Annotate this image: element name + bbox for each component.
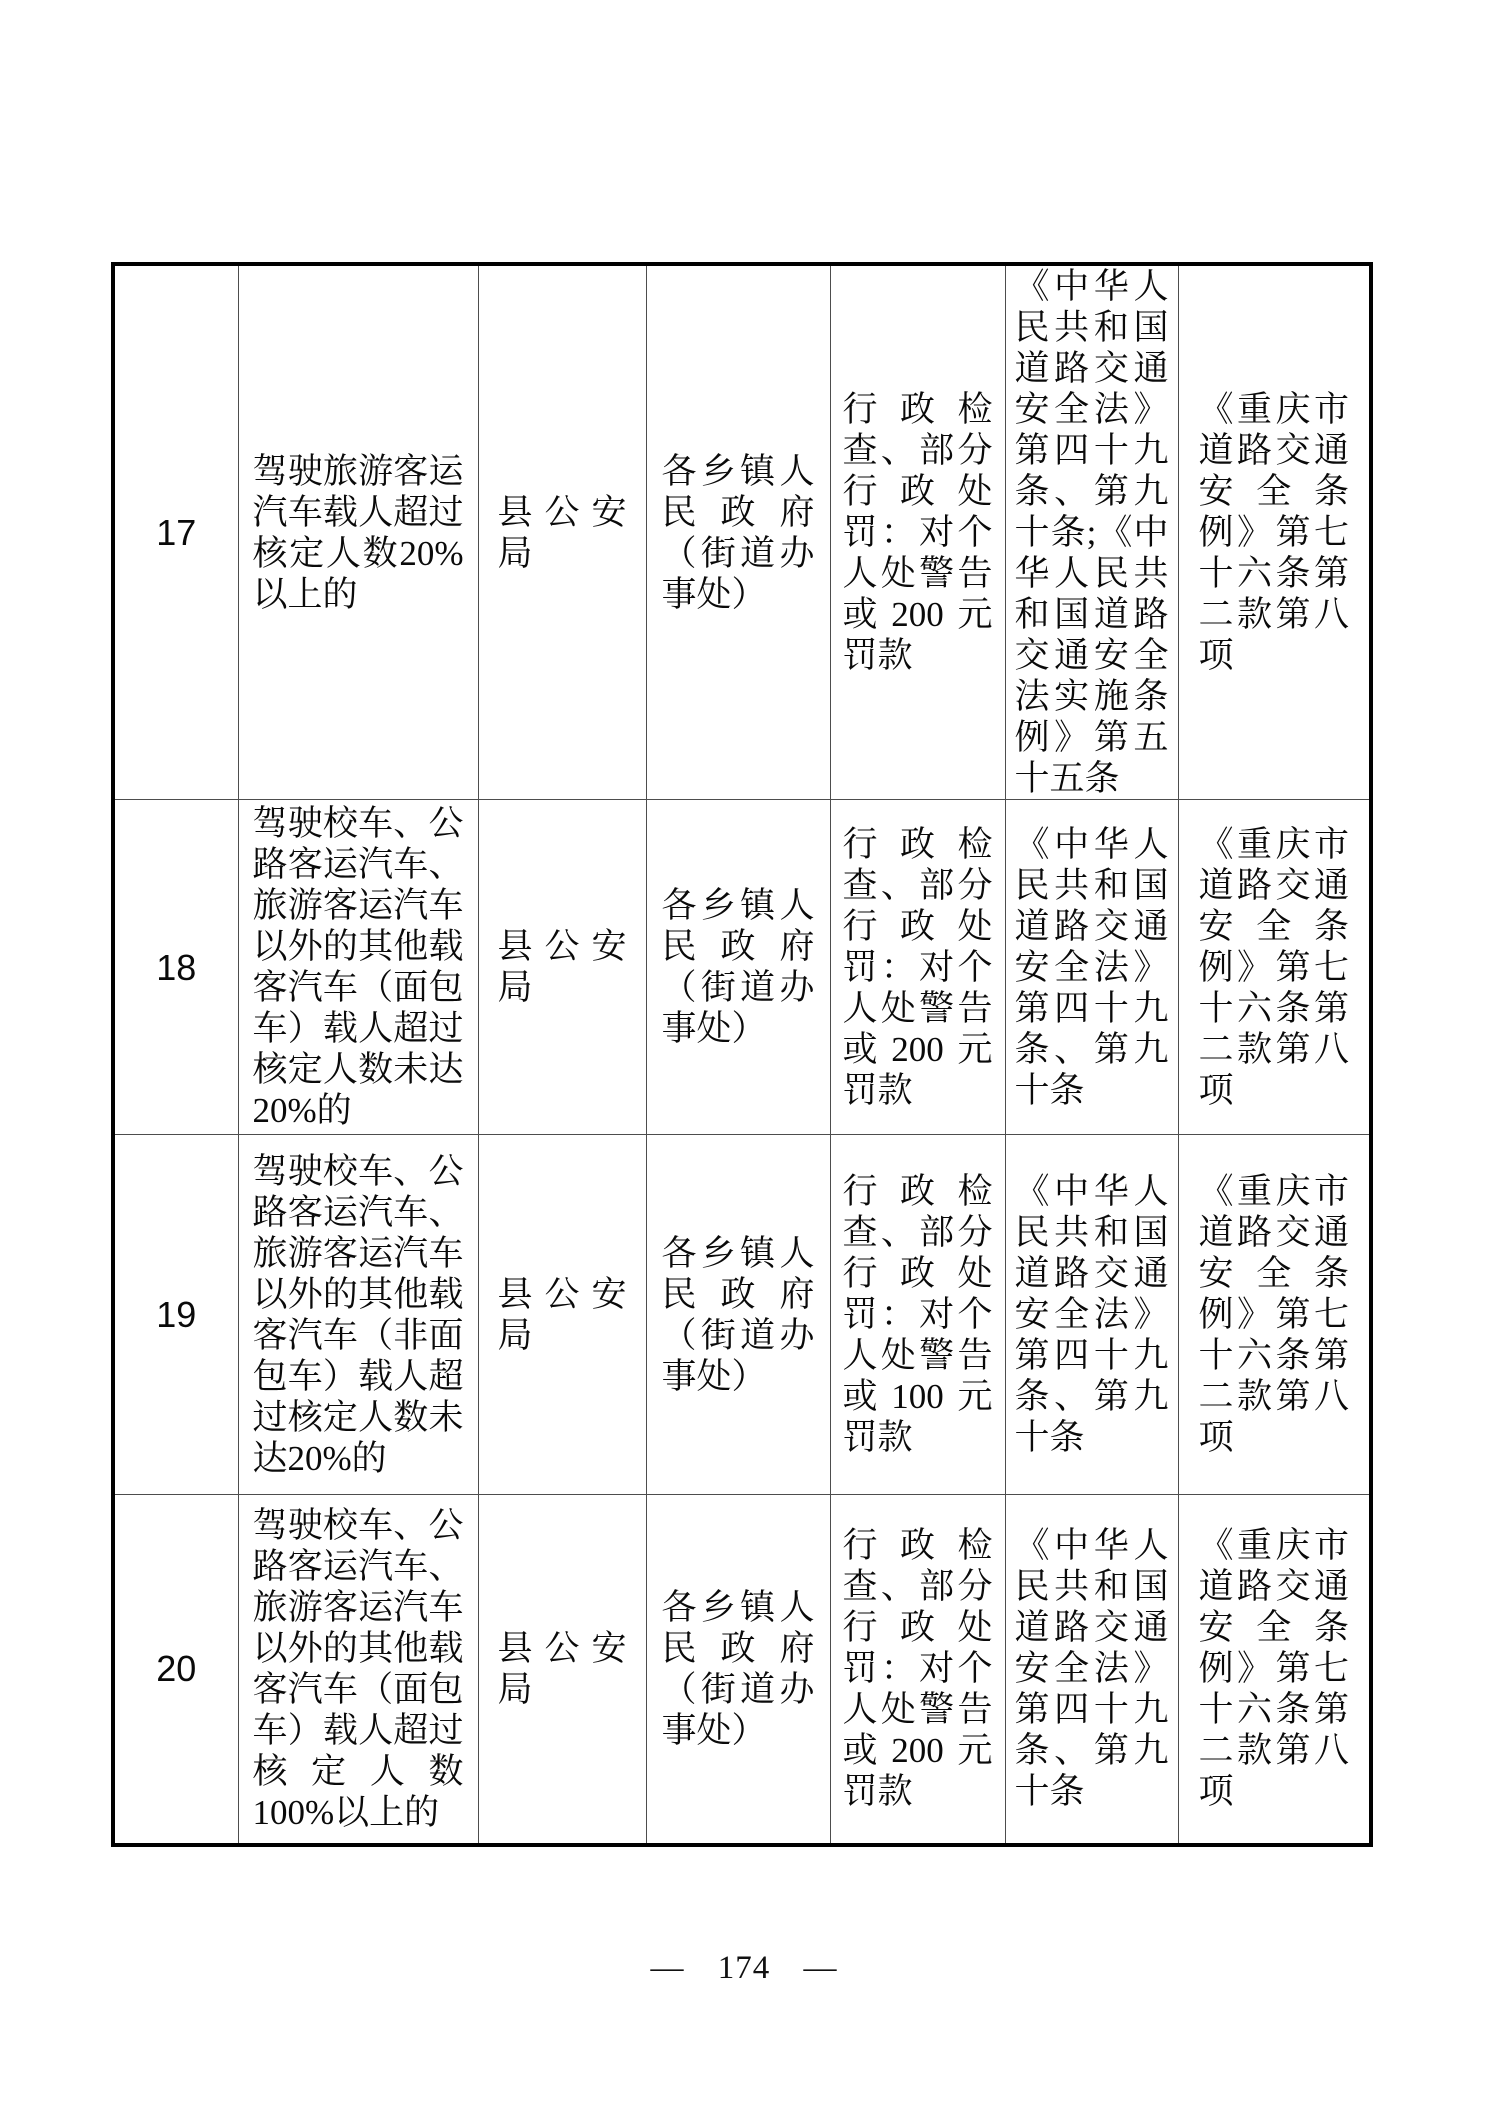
row17-township-government [646, 264, 830, 800]
penalty-table [111, 262, 1373, 1847]
row20-number [113, 1495, 238, 1845]
legal-basis-local-text: 《重庆市道路交通安全条例》第七十六条第二款第八项 [1198, 1526, 1349, 1812]
row20-implementing-agency [478, 1495, 646, 1845]
table-row-19 [113, 1135, 1371, 1495]
row17-penalty [830, 264, 1005, 800]
row19-legal-basis-local [1178, 1135, 1371, 1495]
row17-legal-basis-local [1178, 264, 1371, 800]
table-row-20 [113, 1495, 1371, 1845]
row20-penalty [830, 1495, 1005, 1845]
row18-legal-basis-local [1178, 800, 1371, 1135]
row20-legal-basis-local [1178, 1495, 1371, 1845]
violation-text: 驾驶校车、公路客运汽车、旅游客运汽车以外的其他载客汽车（非面包车）载人超过核定人数未达20%的 [252, 1151, 464, 1478]
violation-text: 驾驶旅游客运汽车载人超过核定人数20%以上的 [252, 451, 464, 614]
legal-basis-national-text: 《中华人民共和国道路交通安全法》第四十九条、第九十条;《中华人民共和国道路交通安全法实施条例》第五十五条 [1014, 267, 1169, 798]
row19-penalty [830, 1135, 1005, 1495]
penalty-text: 行政检查、部分行政处罚：对个人处警告或100元罚款 [842, 1172, 993, 1457]
row19-township-government [646, 1135, 830, 1495]
agency-text: 县公安局 [497, 1274, 627, 1355]
legal-basis-national-text: 《中华人民共和国道路交通安全法》第四十九条、第九十条 [1014, 1172, 1169, 1457]
row20-violation [238, 1495, 478, 1845]
violation-text: 驾驶校车、公路客运汽车、旅游客运汽车以外的其他载客汽车（面包车）载人超过核定人数100%以上的 [252, 1505, 464, 1832]
row19-violation [238, 1135, 478, 1495]
row18-township-government [646, 800, 830, 1135]
agency-text: 县公安局 [497, 492, 627, 573]
agency-text: 县公安局 [497, 927, 627, 1007]
table-row-17 [113, 264, 1371, 800]
row17-number [113, 264, 238, 800]
legal-basis-local-text: 《重庆市道路交通安全条例》第七十六条第二款第八项 [1198, 1172, 1349, 1457]
row20-legal-basis-national [1005, 1495, 1178, 1845]
row18-penalty [830, 800, 1005, 1135]
legal-basis-local-text: 《重庆市道路交通安全条例》第七十六条第二款第八项 [1198, 390, 1349, 675]
page-number: — 174 — [650, 1950, 838, 1986]
row18-implementing-agency [478, 800, 646, 1135]
row17-implementing-agency [478, 264, 646, 800]
row18-legal-basis-national [1005, 800, 1178, 1135]
penalty-text: 行政检查、部分行政处罚：对个人处警告或200元罚款 [842, 390, 993, 675]
row-number: 17 [156, 512, 197, 553]
row-number: 19 [156, 1294, 197, 1335]
agency-text: 县公安局 [497, 1628, 627, 1709]
row20-township-government [646, 1495, 830, 1845]
row-number: 20 [156, 1648, 197, 1690]
row-number: 18 [156, 946, 197, 988]
delegated-text: 各乡镇人民政府（街道办事处） [661, 1587, 815, 1750]
delegated-text: 各乡镇人民政府（街道办事处） [661, 1233, 815, 1396]
row19-legal-basis-national [1005, 1135, 1178, 1495]
row18-number [113, 800, 238, 1135]
legal-basis-national-text: 《中华人民共和国道路交通安全法》第四十九条、第九十条 [1014, 1526, 1169, 1812]
table-row-18 [113, 800, 1371, 1135]
row17-violation [238, 264, 478, 800]
row19-number [113, 1135, 238, 1495]
row18-violation [238, 800, 478, 1135]
legal-basis-local-text: 《重庆市道路交通安全条例》第七十六条第二款第八项 [1198, 824, 1349, 1110]
row19-implementing-agency [478, 1135, 646, 1495]
penalty-text: 行政检查、部分行政处罚：对个人处警告或200元罚款 [842, 1526, 993, 1812]
delegated-text: 各乡镇人民政府（街道办事处） [661, 451, 815, 614]
penalty-text: 行政检查、部分行政处罚：对个人处警告或200元罚款 [842, 824, 993, 1110]
row17-legal-basis-national [1005, 264, 1178, 800]
legal-basis-national-text: 《中华人民共和国道路交通安全法》第四十九条、第九十条 [1014, 824, 1169, 1110]
delegated-text: 各乡镇人民政府（街道办事处） [661, 886, 815, 1048]
violation-text: 驾驶校车、公路客运汽车、旅游客运汽车以外的其他载客汽车（面包车）载人超过核定人数未达20%的 [252, 804, 464, 1130]
